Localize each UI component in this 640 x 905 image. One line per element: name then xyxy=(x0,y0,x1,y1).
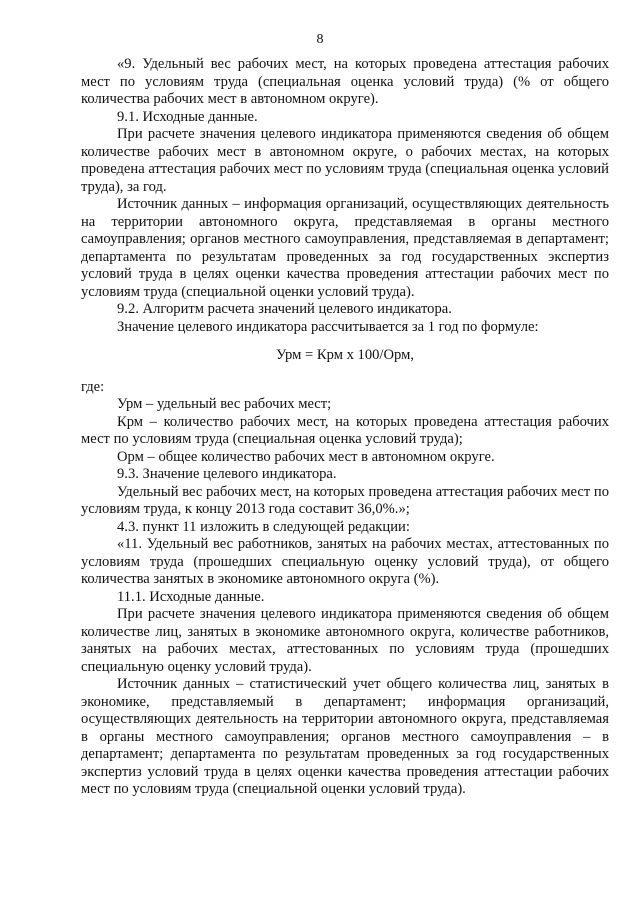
page-number: 8 xyxy=(316,32,324,47)
paragraph-formula-intro: Значение целевого индикатора рассчитывается за 1 год по формуле: xyxy=(117,318,539,335)
definition-orm: Орм – общее количество рабочих мест в автономном округе. xyxy=(117,448,495,465)
paragraph-9-1-heading: 9.1. Исходные данные. xyxy=(117,108,258,125)
definition-urm: Урм – удельный вес рабочих мест; xyxy=(117,396,332,412)
paragraph-item-9: «9. Удельный вес рабочих мест, на которых проведена аттестация рабочих мест по условиям труда (специальная оценка условий труда) (% от общего количества рабочих мест в автономном округе). xyxy=(81,56,609,107)
formula: Урм = Крм х 100/Орм, xyxy=(276,347,414,363)
document-body xyxy=(81,56,609,799)
paragraph-11-1-heading: 11.1. Исходные данные. xyxy=(117,588,265,605)
where-label: где: xyxy=(81,378,105,395)
paragraph-11-data-source: Источник данных – статистический учет общего количества лиц, занятых в экономике, представляемый в департамент; информация организаций, осуществляющих деятельность на территории автономного округа, представляемая в органы местного самоуправления; органов местного самоуправления – в департамент; департамента по результатам проведенных за год государственных экспертиз условий труда в целях оценки качества проведения аттестации рабочих мест по условиям труда (специальной оценки условий труда). xyxy=(81,676,609,797)
definition-krm: Крм – количество рабочих мест, на которых проведена аттестация рабочих мест по условиям труда (специальная оценка условий труда); xyxy=(81,413,609,447)
paragraph-11-1-text: При расчете значения целевого индикатора применяются сведения об общем количестве лиц, занятых в экономике автономного округа, количестве работников, занятых на рабочих местах, аттестованных по условиям труда (прошедших специальную оценку условий труда). xyxy=(81,606,609,675)
paragraph-data-source: Источник данных – информация организаций, осуществляющих деятельность на территории автономного округа, представляемая в органы местного самоуправления; органов местного самоуправления, представляемая в департамент; департамента по результатам проведенных за год государственных экспертиз условий труда в целях оценки качества проведения аттестации рабочих мест по условиям труда (специальной оценки условий труда). xyxy=(81,196,609,300)
paragraph-item-11: «11. Удельный вес работников, занятых на рабочих местах, аттестованных по условиям труда (прошедших специальную оценку условий труда), от общего количества занятых в экономике автономного округа (%). xyxy=(81,536,609,587)
paragraph-4-3: 4.3. пункт 11 изложить в следующей редакции: xyxy=(117,518,410,535)
paragraph-9-2-heading: 9.2. Алгоритм расчета значений целевого индикатора. xyxy=(117,301,452,317)
paragraph-9-3-heading: 9.3. Значение целевого индикатора. xyxy=(117,466,337,482)
paragraph-9-1-text: При расчете значения целевого индикатора применяются сведения об общем количестве рабочих мест в автономном округе, о рабочих местах, на которых проведена аттестация рабочих мест по условиям труда (специальная оценка условий труда), за год. xyxy=(81,126,609,195)
paragraph-9-3-value: Удельный вес рабочих мест, на которых проведена аттестация рабочих мест по условиям труда, к концу 2013 года составит 36,0%.»; xyxy=(81,483,609,517)
